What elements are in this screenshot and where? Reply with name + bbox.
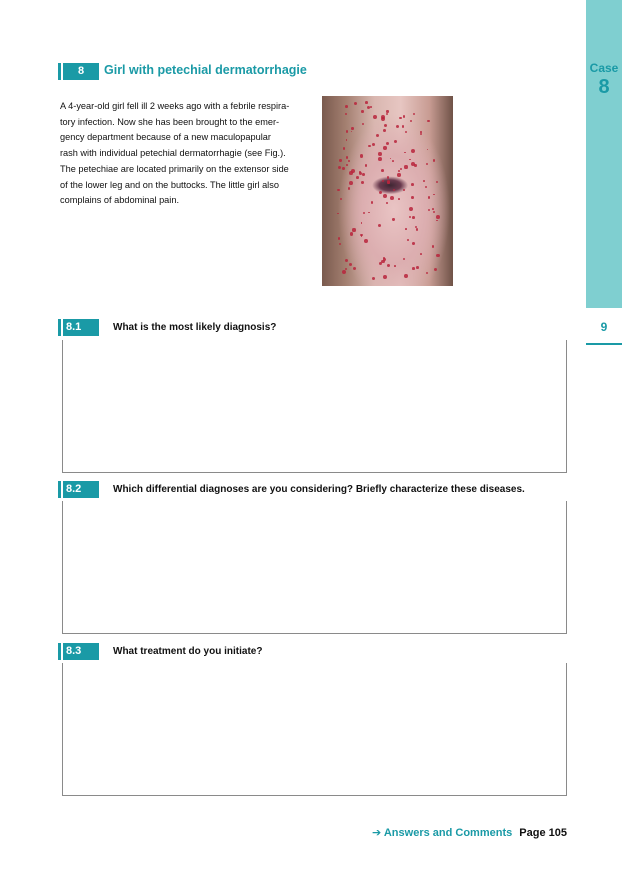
petechia-spot xyxy=(409,216,411,218)
heading-accent-bar xyxy=(58,63,61,80)
arrow-right-icon: ➔ xyxy=(371,827,382,839)
petechia-spot xyxy=(434,268,438,272)
case-tab-number: 8 xyxy=(598,76,610,98)
petechia-spot xyxy=(436,254,439,257)
petechia-spot xyxy=(390,196,394,200)
petechia-spot xyxy=(436,220,438,222)
petechia-spot xyxy=(350,232,354,236)
petechia-spot xyxy=(376,134,379,137)
petechia-spot xyxy=(432,245,435,248)
petechia-spot xyxy=(398,198,400,200)
petechia-spot xyxy=(378,224,381,227)
petechia-spot xyxy=(397,173,400,176)
petechia-spot xyxy=(416,228,418,230)
question-number-box: 8.1 xyxy=(63,319,99,336)
petechia-spot xyxy=(378,152,381,155)
petechia-spot xyxy=(392,218,394,220)
petechia-spot xyxy=(368,145,371,148)
petechia-spot xyxy=(345,113,347,115)
petechia-spot xyxy=(360,154,363,157)
petechia-spot xyxy=(416,266,419,269)
petechia-spot xyxy=(387,264,390,267)
description-line: complains of abdominal pain. xyxy=(60,195,179,206)
petechia-spot xyxy=(412,216,415,219)
petechia-spot xyxy=(432,208,434,210)
question-accent-bar xyxy=(58,481,61,498)
petechia-spot xyxy=(363,212,366,215)
petechia-spot xyxy=(426,272,428,274)
petechia-spot xyxy=(346,164,348,166)
petechia-spot xyxy=(436,215,440,219)
petechia-spot xyxy=(411,183,414,186)
petechia-spot xyxy=(362,123,364,125)
petechia-spot xyxy=(378,157,382,161)
petechia-spot xyxy=(381,260,384,263)
petechia-spot xyxy=(386,113,388,115)
petechia-spot xyxy=(396,125,399,128)
petechia-spot xyxy=(383,257,385,259)
petechia-spot xyxy=(348,160,350,162)
question-text: Which differential diagnoses are you considering? Briefly characterize these diseases. xyxy=(113,484,525,495)
petechia-spot xyxy=(433,211,435,213)
petechia-spot xyxy=(411,196,414,199)
petechia-spot xyxy=(428,196,431,199)
petechia-spot xyxy=(404,152,406,154)
petechia-spot xyxy=(415,226,417,228)
petechia-spot xyxy=(368,212,370,214)
question-text: What is the most likely diagnosis? xyxy=(113,322,277,333)
petechia-spot xyxy=(365,101,368,104)
side-rule xyxy=(586,343,622,345)
petechia-spot xyxy=(412,242,415,245)
petechia-spot xyxy=(343,147,346,150)
petechia-spot xyxy=(405,131,407,133)
question-text: What treatment do you initiate? xyxy=(113,646,263,657)
petechia-spot xyxy=(390,158,392,160)
petechia-spot xyxy=(345,268,347,270)
petechia-spot xyxy=(398,170,400,172)
petechia-spot xyxy=(361,181,364,184)
petechia-spot xyxy=(338,166,341,169)
answer-box[interactable] xyxy=(62,340,567,473)
question-accent-bar xyxy=(58,643,61,660)
petechia-spot xyxy=(346,139,348,141)
petechia-spot xyxy=(382,180,384,182)
petechia-spot xyxy=(381,169,384,172)
petechia-spot xyxy=(386,202,388,204)
petechia-spot xyxy=(383,129,386,132)
petechia-spot xyxy=(353,267,356,270)
petechia-spot xyxy=(420,133,422,135)
petechia-spot xyxy=(340,198,342,200)
answer-box[interactable] xyxy=(62,501,567,634)
petechia-spot xyxy=(361,222,363,224)
petechia-spot xyxy=(339,243,342,246)
case-number-box: 8 xyxy=(63,63,99,80)
clinical-photo-petechiae xyxy=(322,96,453,286)
petechia-spot xyxy=(409,207,413,211)
case-title: Girl with petechial dermatorrhagie xyxy=(104,63,307,77)
petechia-spot xyxy=(412,267,415,270)
petechia-spot xyxy=(403,189,405,191)
case-tab-label: Case xyxy=(589,61,619,75)
description-line: A 4-year-old girl fell ill 2 weeks ago with a febrile respira- xyxy=(60,101,290,111)
petechia-spot xyxy=(383,194,387,198)
petechia-spot xyxy=(349,263,352,266)
petechia-spot xyxy=(373,115,377,119)
answers-footer[interactable] xyxy=(372,826,567,839)
petechia-spot xyxy=(404,274,408,278)
petechia-spot xyxy=(392,160,394,162)
petechia-spot xyxy=(351,127,353,129)
petechia-spot xyxy=(410,120,413,123)
petechia-spot xyxy=(364,239,368,243)
petechia-spot xyxy=(381,115,385,119)
petechia-spot xyxy=(405,228,407,230)
petechia-spot xyxy=(433,159,436,162)
petechia-spot xyxy=(426,163,428,165)
petechia-spot xyxy=(399,117,402,120)
petechia-spot xyxy=(400,168,402,170)
petechia-spot xyxy=(409,159,411,161)
petechia-spot xyxy=(436,181,438,183)
description-line: The petechiae are located primarily on the extensor side xyxy=(60,163,289,174)
petechia-spot xyxy=(403,115,406,118)
petechia-spot xyxy=(423,180,425,182)
petechia-spot xyxy=(372,143,375,146)
question-number-box: 8.3 xyxy=(63,643,99,660)
petechia-spot xyxy=(387,176,389,178)
petechia-spot xyxy=(425,186,427,188)
petechia-spot xyxy=(348,187,351,190)
petechia-spot xyxy=(362,173,365,176)
petechia-spot xyxy=(403,258,405,260)
petechia-spot xyxy=(351,169,355,173)
petechia-spot xyxy=(394,265,396,267)
petechia-spot xyxy=(370,106,372,108)
petechia-spot xyxy=(427,120,430,123)
petechia-spot xyxy=(349,181,353,185)
petechia-spot xyxy=(346,156,349,159)
petechia-spot xyxy=(337,189,340,192)
description-line: of the lower leg and on the buttocks. The little girl also xyxy=(60,179,279,190)
page-reference: Page 105 xyxy=(519,827,567,839)
petechia-spot xyxy=(411,162,415,166)
petechia-spot xyxy=(354,102,358,106)
petechia-spot xyxy=(420,253,422,255)
petechia-spot xyxy=(413,113,415,115)
petechia-spot xyxy=(359,171,361,173)
petechia-spot xyxy=(346,130,349,133)
petechia-spot xyxy=(365,164,367,166)
petechia-spot xyxy=(379,262,382,265)
side-page-number: 9 xyxy=(600,320,608,334)
answer-box[interactable] xyxy=(62,663,567,796)
description-line: rash with individual petechial dermatorrhagie (see Fig.). xyxy=(60,148,286,159)
petechia-spot xyxy=(342,270,346,274)
petechia-spot xyxy=(384,124,387,127)
petechia-spot xyxy=(427,149,429,151)
petechia-spot xyxy=(352,228,355,231)
petechia-spot xyxy=(428,209,430,211)
petechia-spot xyxy=(379,191,382,194)
petechia-spot xyxy=(361,110,363,112)
question-accent-bar xyxy=(58,319,61,336)
petechia-spot xyxy=(345,259,348,262)
case-description xyxy=(60,99,306,209)
petechia-spot xyxy=(402,125,404,127)
petechia-spot xyxy=(404,165,407,168)
petechia-spot xyxy=(394,140,397,143)
description-line: tory infection. Now she has been brought to the emer- xyxy=(60,116,280,127)
petechia-spot xyxy=(393,189,395,191)
petechia-spot xyxy=(345,105,348,108)
case-tab xyxy=(586,0,622,308)
petechia-spot xyxy=(383,275,387,279)
petechia-spot xyxy=(356,176,359,179)
petechia-spot xyxy=(338,237,341,240)
answers-link[interactable]: Answers and Comments xyxy=(383,827,513,839)
description-line: gency department because of a new maculopapular xyxy=(60,132,271,143)
petechia-spot xyxy=(411,149,415,153)
petechia-spot xyxy=(337,213,339,215)
petechia-spot xyxy=(407,239,409,241)
petechia-spot xyxy=(386,142,389,145)
petechia-spot xyxy=(387,181,390,184)
petechia-spot xyxy=(342,167,345,170)
petechia-spot xyxy=(372,277,376,281)
petechia-spot xyxy=(351,131,353,133)
question-number-box: 8.2 xyxy=(63,481,99,498)
petechia-spot xyxy=(339,159,341,161)
petechia-spot xyxy=(371,201,374,204)
petechia-spot xyxy=(433,194,435,196)
petechia-spot xyxy=(383,146,386,149)
